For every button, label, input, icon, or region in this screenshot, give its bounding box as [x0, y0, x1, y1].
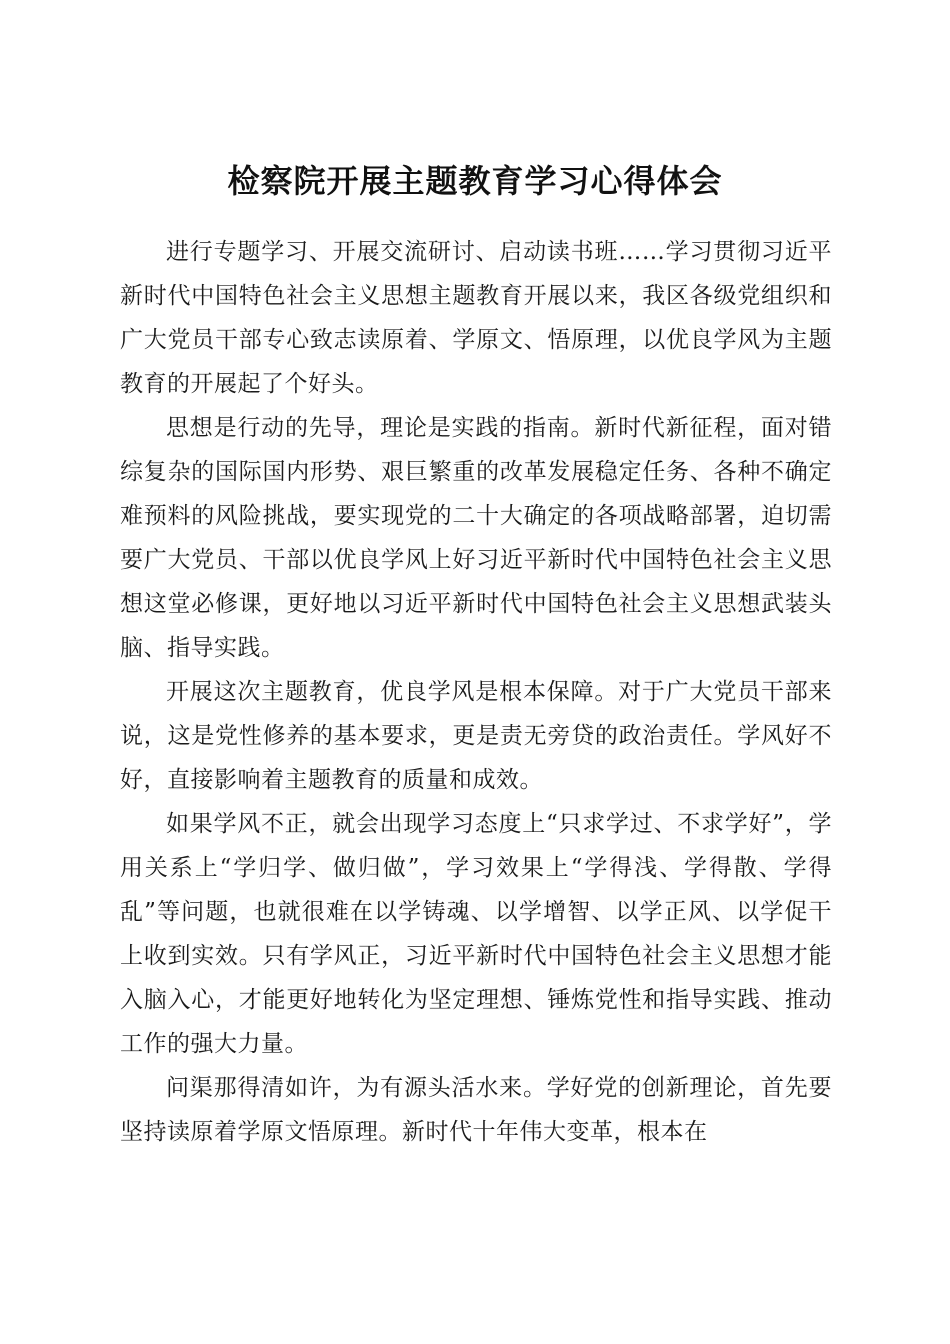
paragraph: 问渠那得清如许，为有源头活水来。学好党的创新理论，首先要坚持读原着学原文悟原理。新时代十年伟大变革，根本在: [120, 1075, 832, 1145]
paragraph: 开展这次主题教育，优良学风是根本保障。对于广大党员干部来说，这是党性修养的基本要求，更是责无旁贷的政治责任。学风好不好，直接影响着主题教育的质量和成效。: [120, 679, 832, 793]
document-title: 检察院开展主题教育学习心得体会: [227, 162, 723, 201]
paragraph: 进行专题学习、开展交流研讨、启动读书班……学习贯彻习近平新时代中国特色社会主义思想主题教育开展以来，我区各级党组织和广大党员干部专心致志读原着、学原文、悟原理，以优良学风为主题教育的开展起了个好头。: [120, 239, 832, 397]
paragraph: 如果学风不正，就会出现学习态度上“只求学过、不求学好”，学用关系上“学归学、做归做”，学习效果上“学得浅、学得散、学得乱”等问题，也就很难在以学铸魂、以学增智、以学正风、以学促干上收到实效。只有学风正，习近平新时代中国特色社会主义思想才能入脑入心，才能更好地转化为坚定理想、锤炼党性和指导实践、推动工作的强大力量。: [120, 811, 832, 1057]
document-body: [120, 230, 832, 1154]
paragraph: 思想是行动的先导，理论是实践的指南。新时代新征程，面对错综复杂的国际国内形势、艰巨繁重的改革发展稳定任务、各种不确定难预料的风险挑战，要实现党的二十大确定的各项战略部署，迫切需要广大党员、干部以优良学风上好习近平新时代中国特色社会主义思想这堂必修课，更好地以习近平新时代中国特色社会主义思想武装头脑、指导实践。: [120, 415, 832, 661]
